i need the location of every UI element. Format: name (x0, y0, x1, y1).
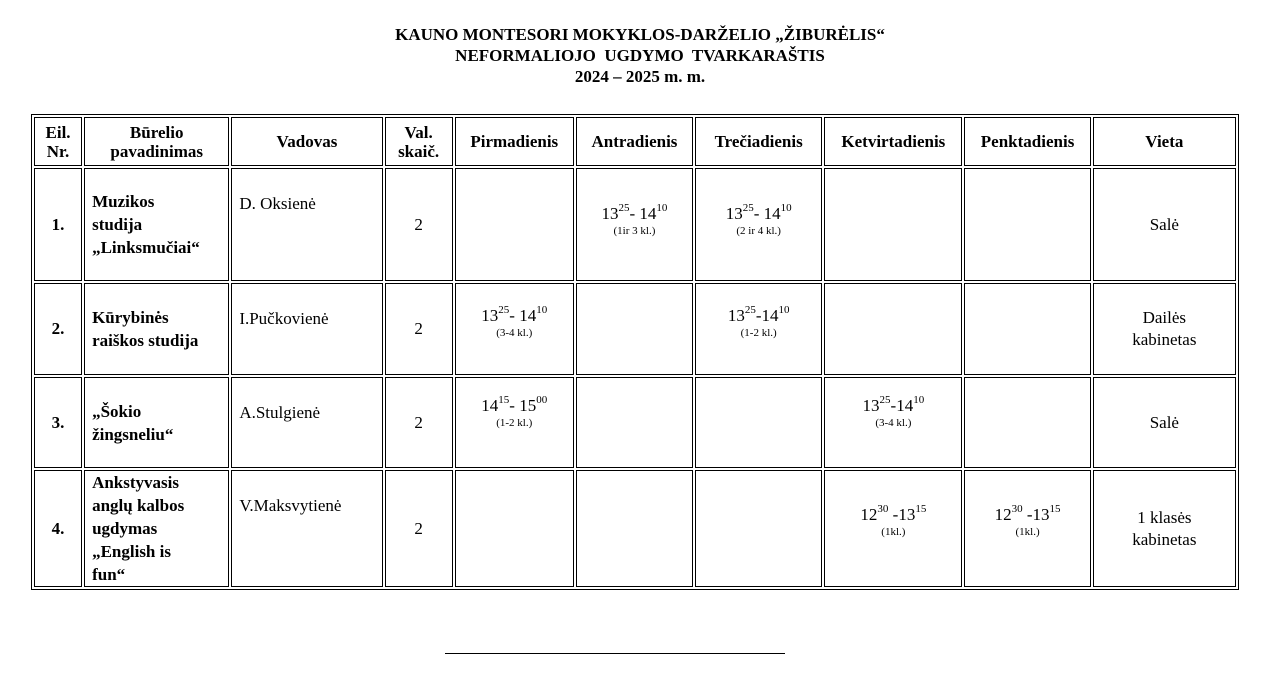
slot-time-part: 10 (913, 394, 925, 407)
schedule-slot (695, 377, 822, 468)
activity-name-line: ugdymas (92, 519, 158, 538)
row-number: 2. (34, 283, 82, 375)
slot-time-part: 00 (536, 394, 548, 407)
activity-name-line: Kūrybinės (92, 308, 169, 327)
location-line: kabinetas (1132, 529, 1197, 549)
slot-time-part: 14 (481, 396, 499, 415)
activity-name-line: anglų kalbos (92, 496, 185, 515)
slot-time-part: 13 (898, 505, 916, 524)
slot-time-part: 14 (639, 204, 657, 223)
slot-time-part: 25 (742, 202, 754, 215)
slot-time-part: 12 (860, 505, 878, 524)
slot-time-part: - (890, 396, 897, 415)
slot-time (577, 204, 692, 223)
slot-time-part: 14 (763, 204, 781, 223)
header-row (34, 117, 1236, 166)
slot-time-part: 25 (498, 304, 510, 317)
table-row (34, 168, 1236, 281)
slot-time-part: 13 (727, 306, 745, 325)
header-day: Penktadienis (964, 117, 1090, 166)
slot-note: (3-4 kl.) (496, 327, 533, 339)
schedule-slot (576, 168, 693, 281)
header-place: Vieta (1093, 117, 1236, 166)
slot-time-part: - (629, 204, 640, 223)
location-line: kabinetas (1132, 330, 1197, 349)
slot-note: (1ir 3 kl.) (613, 225, 656, 237)
slot-time-part: 25 (744, 304, 756, 317)
document-title (0, 24, 1280, 87)
header-day: Pirmadienis (455, 117, 574, 166)
slot-time-part: - (755, 306, 762, 325)
slot-time-part: - (888, 505, 899, 524)
slot-time-part: 14 (761, 306, 779, 325)
slot-time-part: 25 (879, 394, 891, 407)
location-line: Salė (1149, 412, 1179, 432)
slot-time-part: 13 (862, 396, 880, 415)
slot-time (825, 396, 961, 415)
slot-time (696, 306, 821, 325)
slot-time-part: 10 (656, 202, 668, 215)
schedule-slot (695, 283, 822, 375)
schedule-slot (455, 283, 574, 375)
row-number: 1. (34, 168, 82, 281)
table-row (34, 283, 1236, 375)
slot-note: (3-4 kl.) (875, 417, 912, 429)
leader-name: V.Maksvytienė (231, 470, 382, 587)
title-year: 2024 – 2025 m. m. (574, 67, 706, 86)
activity-name-line: studija (92, 215, 143, 234)
slot-time-part: 15 (498, 394, 510, 407)
activity-name-line: Ankstyvasis (92, 473, 179, 492)
header-day: Ketvirtadienis (824, 117, 962, 166)
slot-time (965, 505, 1089, 524)
slot-time (456, 396, 573, 415)
header-name (84, 117, 229, 166)
activity-name (84, 283, 229, 375)
schedule-slot (964, 283, 1090, 375)
slot-time-part: 25 (618, 202, 630, 215)
header-name-line: Būrelio (129, 122, 184, 142)
schedule-slot (824, 168, 962, 281)
schedule-slot (455, 377, 574, 468)
location (1093, 470, 1236, 587)
slot-time-part: 13 (601, 204, 619, 223)
slot-time-part: 10 (778, 304, 790, 317)
schedule-slot (964, 377, 1090, 468)
header-nr-line: Nr. (46, 141, 70, 161)
location-line: 1 klasės (1137, 507, 1192, 527)
activity-name-line: „Linksmučiai“ (92, 238, 200, 257)
schedule-table (31, 114, 1239, 590)
schedule-slot (695, 168, 822, 281)
slot-time-part: 15 (519, 396, 537, 415)
schedule-slot (964, 168, 1090, 281)
header-day: Antradienis (576, 117, 693, 166)
activity-name-line: žingsneliu“ (92, 424, 174, 444)
header-nr-line: Eil. (45, 122, 71, 142)
schedule-slot (576, 377, 693, 468)
slot-time-part: 10 (536, 304, 548, 317)
schedule-slot (576, 283, 693, 375)
header-name-line: pavadinimas (110, 141, 203, 161)
schedule-slot (964, 470, 1090, 587)
activity-name (84, 470, 229, 587)
slot-time-part: - (509, 396, 520, 415)
title-schedule: NEFORMALIOJO UGDYMO TVARKARAŠTIS (455, 46, 825, 65)
activity-name (84, 377, 229, 468)
slot-time (696, 204, 821, 223)
slot-time-part: 10 (780, 202, 792, 215)
title-school: KAUNO MONTESORI MOKYKLOS-DARŽELIO „ŽIBURĖLIS“ (395, 25, 885, 44)
slot-time-part: 12 (994, 505, 1012, 524)
activity-name-line: fun“ (92, 565, 126, 584)
slot-time-part: 15 (1049, 503, 1061, 516)
schedule-slot (824, 377, 962, 468)
header-leader: Vadovas (231, 117, 382, 166)
slot-note: (1kl.) (881, 526, 906, 538)
slot-time-part: 15 (915, 503, 927, 516)
activity-name-line: raiškos studija (92, 331, 199, 350)
header-hours-line: Val. (404, 122, 433, 142)
hours-count: 2 (385, 168, 453, 281)
leader-name: I.Pučkovienė (231, 283, 382, 375)
slot-time-part: - (753, 204, 764, 223)
slot-note: (2 ir 4 kl.) (736, 225, 781, 237)
slot-time (825, 505, 961, 524)
leader-name: D. Oksienė (231, 168, 382, 281)
schedule-slot (824, 283, 962, 375)
slot-time-part: - (509, 306, 520, 325)
header-day: Trečiadienis (695, 117, 822, 166)
location (1093, 283, 1236, 375)
leader-name: A.Stulgienė (231, 377, 382, 468)
row-number: 4. (34, 470, 82, 587)
location (1093, 377, 1236, 468)
location-line: Dailės (1142, 308, 1187, 327)
table-row (34, 377, 1236, 468)
header-nr (34, 117, 82, 166)
location-line: Salė (1149, 214, 1179, 234)
activity-name-line: Muzikos (92, 192, 155, 211)
table-row (34, 470, 1236, 587)
slot-time-part: 14 (519, 306, 537, 325)
header-hours (385, 117, 453, 166)
slot-time-part: 13 (725, 204, 743, 223)
slot-time-part: 13 (481, 306, 499, 325)
activity-name-line: „Šokio (92, 401, 142, 421)
slot-time-part: 14 (896, 396, 914, 415)
row-number: 3. (34, 377, 82, 468)
activity-name (84, 168, 229, 281)
slot-note: (1kl.) (1015, 526, 1040, 538)
header-hours-line: skaič. (398, 141, 440, 161)
schedule-slot (455, 470, 574, 587)
slot-time-part: - (1022, 505, 1033, 524)
slot-time-part: 30 (877, 503, 889, 516)
schedule-slot (576, 470, 693, 587)
slot-note: (1-2 kl.) (496, 417, 533, 429)
hours-count: 2 (385, 470, 453, 587)
schedule-slot (824, 470, 962, 587)
slot-note: (1-2 kl.) (740, 327, 777, 339)
schedule-slot (695, 470, 822, 587)
hours-count: 2 (385, 377, 453, 468)
slot-time-part: 30 (1011, 503, 1023, 516)
slot-time (456, 306, 573, 325)
slot-time-part: 13 (1032, 505, 1050, 524)
schedule-slot (455, 168, 574, 281)
signature-line (445, 653, 785, 654)
activity-name-line: „English is (92, 542, 171, 561)
hours-count: 2 (385, 283, 453, 375)
location (1093, 168, 1236, 281)
